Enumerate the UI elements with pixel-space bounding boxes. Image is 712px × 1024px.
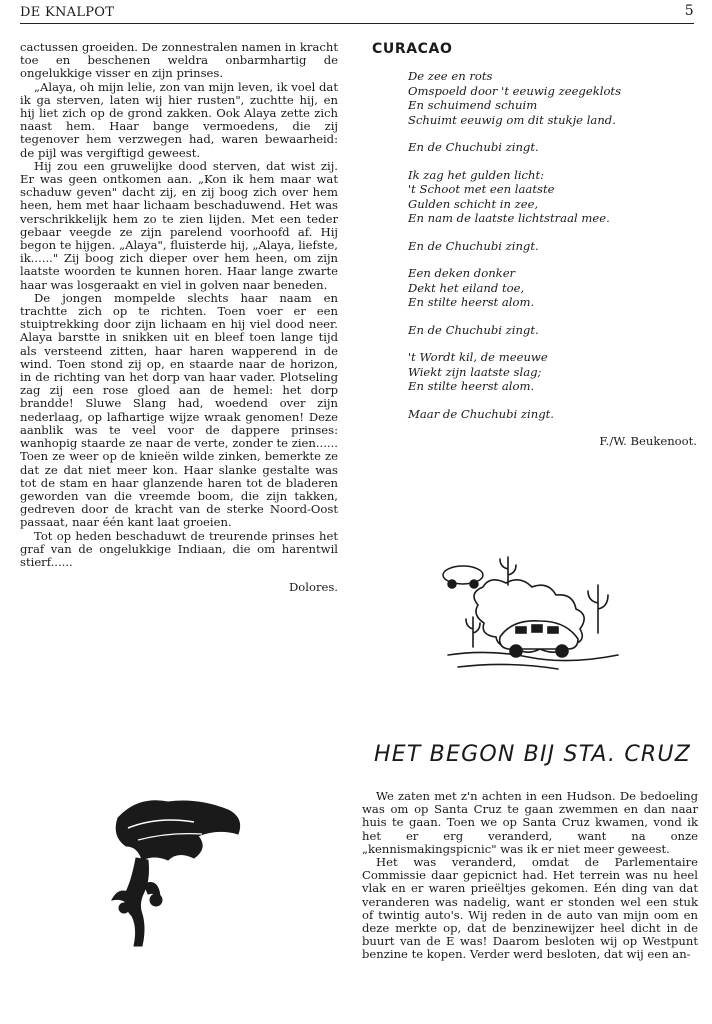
poem-stanza	[408, 168, 697, 226]
poem-line: Maar de Chuchubi zingt.	[408, 406, 554, 421]
poem-line: Een deken donker	[408, 266, 516, 280]
poem-section	[372, 41, 697, 448]
poem-line: En nam de laatste lichtstraal mee.	[408, 211, 610, 225]
poem-line: De zee en rots	[408, 69, 493, 83]
poem-stanza	[408, 350, 697, 394]
tree-drawing	[98, 788, 248, 956]
poem-line: Ik zag het gulden licht:	[408, 167, 545, 182]
story-paragraph: Tot op heden beschaduwt de treurende prinses het graf van de ongelukkige Indiaan, die om harentwil stierf......	[20, 528, 338, 569]
left-column-story	[20, 41, 338, 594]
article-paragraph: Het was veranderd, omdat de Parlementaire Commissie daar gepicnict had. Het terrein was nu heel vlak en er waren prieëltjes gekomen. Eén ding van dat veranderen was nadelig, want er stonden wel een stuk of twintig auto's. Wij reden in de auto van mijn oom en deze merkte op, dat de benzinewijzer heel dicht in de buurt van de E was! Daarom besloten wij op Westpunt benzine te kopen. Verder werd besloten, dat wij een an-	[362, 855, 698, 962]
poem-line: En schuimend schuim	[408, 98, 538, 112]
article-body	[362, 790, 698, 962]
story-signature: Dolores.	[288, 580, 338, 595]
poem-stanza	[408, 323, 697, 338]
poem-line: En de Chuchubi zingt.	[408, 238, 539, 253]
poem-title: CURACAO	[372, 41, 453, 57]
story-paragraph: cactussen groeiden. De zonnestralen namen in kracht toe en beschenen weldra onbarmhartig de ongelukkige visser en zijn prinses.	[20, 40, 338, 81]
poem-line: Schuimt eeuwig om dit stukje land.	[408, 112, 616, 127]
poem-stanza	[408, 407, 697, 422]
poem-line: Gulden schicht in zee,	[408, 196, 539, 211]
poem-line: 't Schoot met een laatste	[408, 182, 555, 196]
article-title: HET BEGON BIJ STA. CRUZ	[374, 742, 691, 767]
poem-stanza	[408, 69, 697, 127]
poem-line: Dekt het eiland toe,	[408, 280, 525, 295]
poem-line: Omspoeld door 't eeuwig zeegeklots	[408, 83, 622, 98]
poem-stanzas	[372, 69, 697, 421]
story-paragraph: Hij zou een gruwelijke dood sterven, dat wist zij. Er was geen ontkomen aan. „Kon ik hem maar wat schaduw geven" dacht zij, en zij boog zich over hem heen, hem met haar lichaam beschaduwend. Het was verschrikkelijk hem zo te zien lijden. Met een teder gebaar veegde ze zijn parelend voorhoofd af. Hij begon te hijgen. „Alaya", fluisterde hij, „Alaya, liefste, ik......" Zij boog zich dieper over hem heen, om zijn laatste woorden te kunnen horen. Haar lange zwarte haar was losgeraakt en viel in golven naar beneden.	[20, 158, 338, 292]
poem-stanza	[408, 266, 697, 310]
story-paragraph: „Alaya, oh mijn lelie, zon van mijn leven, ik voel dat ik ga sterven, laten wij hier rusten", zuchtte hij, en hij liet zich op de grond zakken. Ook Alaya zette zich naast hem. Haar bange vermoedens, die zij tegenover hem verzwegen had, waren bewaarheid: de pijl was vergiftigd geweest.	[20, 79, 338, 160]
poem-stanza	[408, 239, 697, 254]
poem-author: F./W. Beukenoot.	[599, 434, 697, 448]
story-paragraph: De jongen mompelde slechts haar naam en trachtte zich op te richten. Toen voer er een stuiptrekking door zijn lichaam en hij viel dood neer. Alaya barstte in snikken uit en bleef toen lange tijd als versteend zitten, haar haren wapperend in de wind. Toen stond zij op, en staarde naar de horizon, in de richting van het dorp van haar vader. Plotseling zag zij een rose gloed aan de hemel: het dorp brandde! Sluwe Slang had, woedend over zijn nederlaag, op lafhartige wijze wraak genomen! Deze aanblik was te veel voor de dappere prinses: wanhopig staarde ze naar de verte, zonder te zien...... Toen ze weer op de knieën wilde zinken, bemerkte ze dat ze dat niet meer kon. Haar slanke gestalte was tot de stam en haar glanzende haren tot de bladeren geworden van die vreemde boom, die zijn takken, gedreven door de kracht van de sterke Noord-Oost passaat, naar één kant laat groeien.	[20, 290, 338, 530]
poem-line: 't Wordt kil, de meeuwe	[408, 350, 548, 364]
poem-line: En stilte heerst alom.	[408, 379, 535, 393]
poem-line: Wiekt zijn laatste slag;	[408, 364, 542, 379]
poem-stanza	[408, 140, 697, 155]
page-number: 5	[684, 3, 694, 19]
cactus-car-drawing	[428, 545, 643, 680]
poem-line: En de Chuchubi zingt.	[408, 140, 539, 154]
magazine-name: DE KNALPOT	[20, 5, 115, 20]
article-paragraph: We zaten met z'n achten in een Hudson. De bedoeling was om op Santa Cruz te gaan zwemmen en dan naar huis te gaan. Toen we op Santa Cruz kwamen, vond ik het er erg veranderd, want na onze „kennismakingspicnic" was ik er niet meer geweest.	[362, 789, 698, 856]
page-header	[20, 3, 694, 24]
poem-line: En stilte heerst alom.	[408, 295, 535, 309]
poem-line: En de Chuchubi zingt.	[408, 322, 539, 337]
